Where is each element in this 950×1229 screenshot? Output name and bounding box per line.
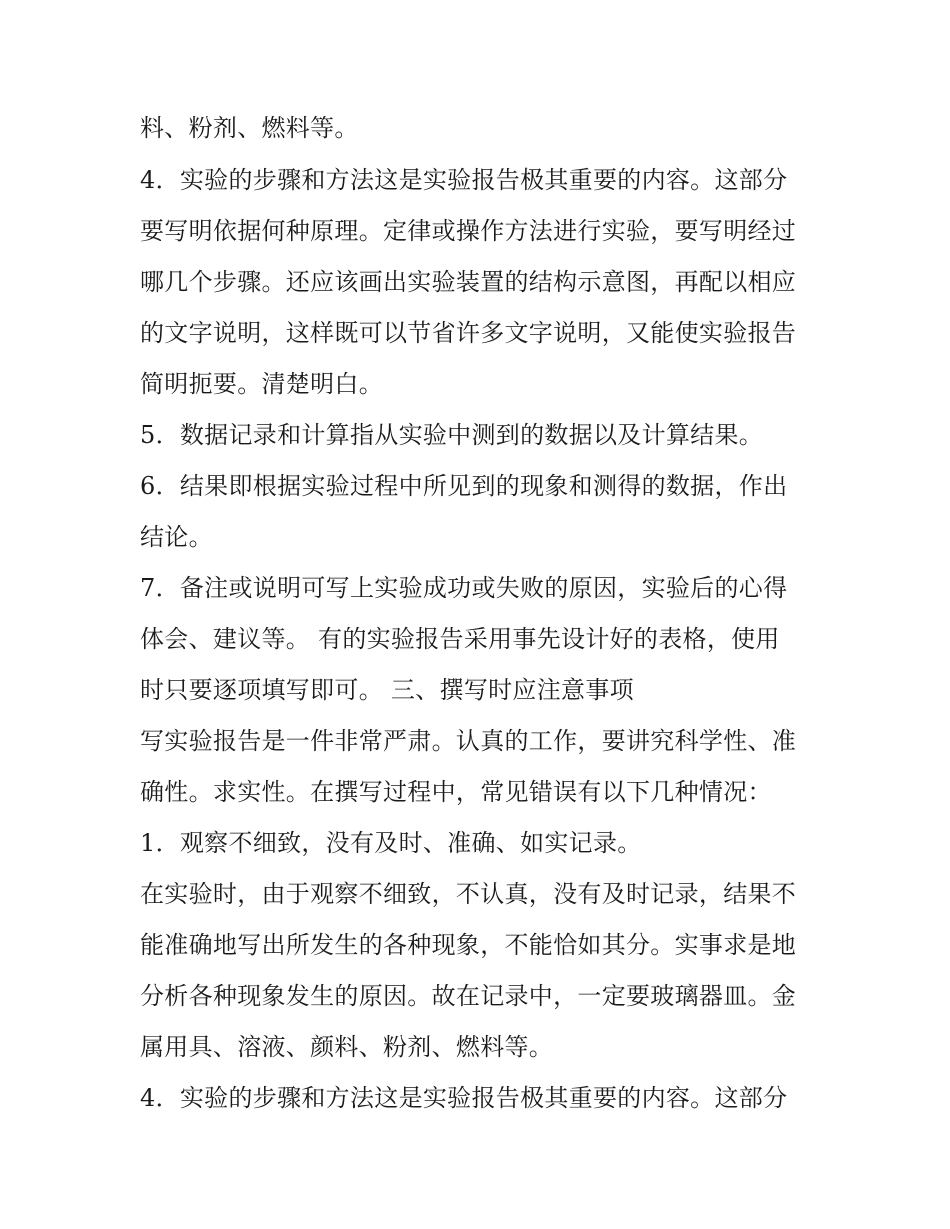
- text-line: 的文字说明，这样既可以节省许多文字说明，又能使实验报告: [140, 319, 797, 347]
- text-line: 时只要逐项填写即可。 三、撰写时应注意事项: [140, 676, 634, 704]
- text-line: 写实验报告是一件非常严肃。认真的工作，要讲究科学性、准: [140, 727, 797, 755]
- text-line: 结论。: [140, 523, 213, 551]
- text-line: 在实验时，由于观察不细致，不认真，没有及时记录，结果不: [140, 880, 797, 908]
- text-line: 4．实验的步骤和方法这是实验报告极其重要的内容。这部分: [140, 166, 788, 194]
- text-line: 体会、建议等。 有的实验报告采用事先设计好的表格，使用: [140, 625, 780, 653]
- text-line: 5．数据记录和计算指从实验中测到的数据以及计算结果。: [140, 421, 764, 449]
- text-line: 要写明依据何种原理。定律或操作方法进行实验，要写明经过: [140, 217, 797, 245]
- text-line: 6．结果即根据实验过程中所见到的现象和测得的数据，作出: [140, 472, 788, 500]
- text-line: 属用具、溶液、颜料、粉剂、燃料等。: [140, 1033, 554, 1061]
- text-line: 4．实验的步骤和方法这是实验报告极其重要的内容。这部分: [140, 1084, 788, 1112]
- text-line: 简明扼要。清楚明白。: [140, 370, 383, 398]
- text-line: 确性。求实性。在撰写过程中，常见错误有以下几种情况：: [140, 778, 772, 806]
- text-line: 分析各种现象发生的原因。故在记录中，一定要玻璃器皿。金: [140, 982, 797, 1010]
- text-line: 7．备注或说明可写上实验成功或失败的原因，实验后的心得: [140, 574, 788, 602]
- text-line: 哪几个步骤。还应该画出实验装置的结构示意图，再配以相应: [140, 268, 797, 296]
- text-line: 1．观察不细致，没有及时、准确、如实记录。: [140, 829, 642, 857]
- text-line: 料、粉剂、燃料等。: [140, 114, 359, 142]
- text-line: 能准确地写出所发生的各种现象，不能恰如其分。实事求是地: [140, 931, 797, 959]
